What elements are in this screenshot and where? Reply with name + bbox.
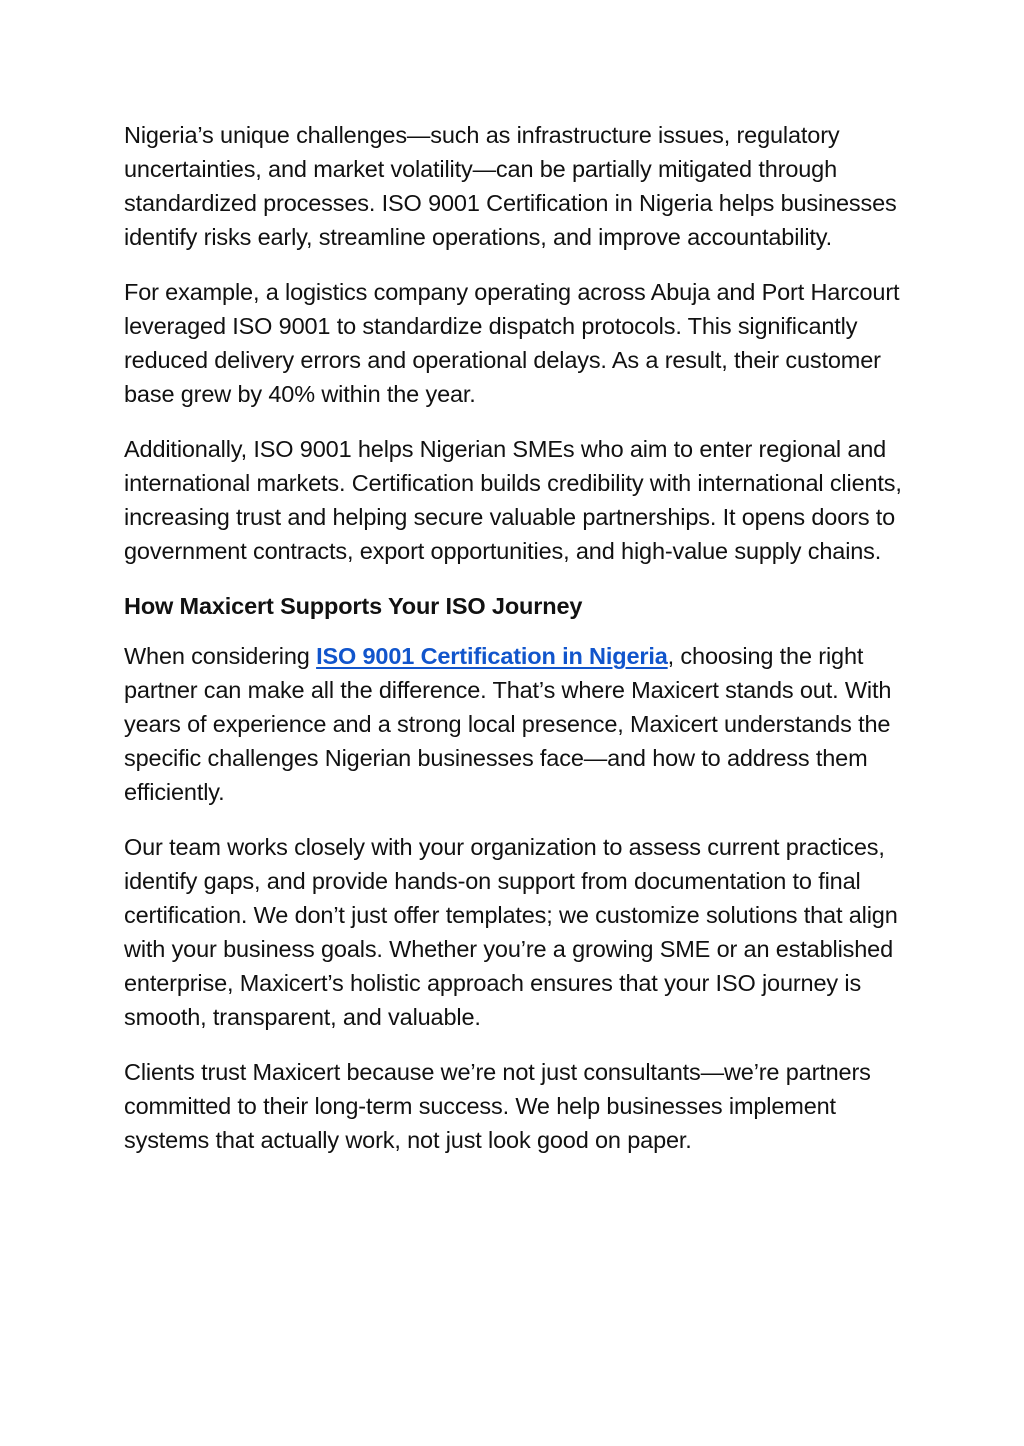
- paragraph-logistics-example: For example, a logistics company operating across Abuja and Port Harcourt leveraged ISO 9001 to standardize dispatch protocols. This significantly reduced delivery errors and operational delays. As a result, their customer base grew by 40% within the year.: [124, 279, 900, 407]
- intro-text-after-link: , choosing the right partner can make all the difference. That’s where Maxicert stands out. With years of experience and a strong local presence, Maxicert understands the specific challenges Nigerian businesses face—and how to address them efficiently.: [124, 643, 892, 805]
- document-page: [124, 118, 904, 1178]
- section-heading: How Maxicert Supports Your ISO Journey: [124, 593, 583, 619]
- paragraph-client-trust: Clients trust Maxicert because we’re not just consultants—we’re partners committed to their long-term success. We help businesses implement systems that actually work, not just look good on paper.: [124, 1059, 871, 1153]
- paragraph-intro: [124, 639, 904, 809]
- paragraph-challenges: Nigeria’s unique challenges—such as infrastructure issues, regulatory uncertainties, and market volatility—can be partially mitigated through standardized processes. ISO 9001 Certification in Nigeria helps businesses identify risks early, streamline operations, and improve accountability.: [124, 122, 897, 250]
- paragraph-team-approach: Our team works closely with your organization to assess current practices, identify gaps, and provide hands-on support from documentation to final certification. We don’t just offer templates; we customize solutions that align with your business goals. Whether you’re a growing SME or an established enterprise, Maxicert’s holistic approach ensures that your ISO journey is smooth, transparent, and valuable.: [124, 834, 898, 1030]
- paragraph-sme-markets: Additionally, ISO 9001 helps Nigerian SMEs who aim to enter regional and international markets. Certification builds credibility with international clients, increasing trust and helping secure valuable partnerships. It opens doors to government contracts, export opportunities, and high-value supply chains.: [124, 436, 902, 564]
- intro-text-before-link: When considering: [124, 643, 317, 669]
- iso-certification-link[interactable]: ISO 9001 Certification in Nigeria: [316, 643, 668, 669]
